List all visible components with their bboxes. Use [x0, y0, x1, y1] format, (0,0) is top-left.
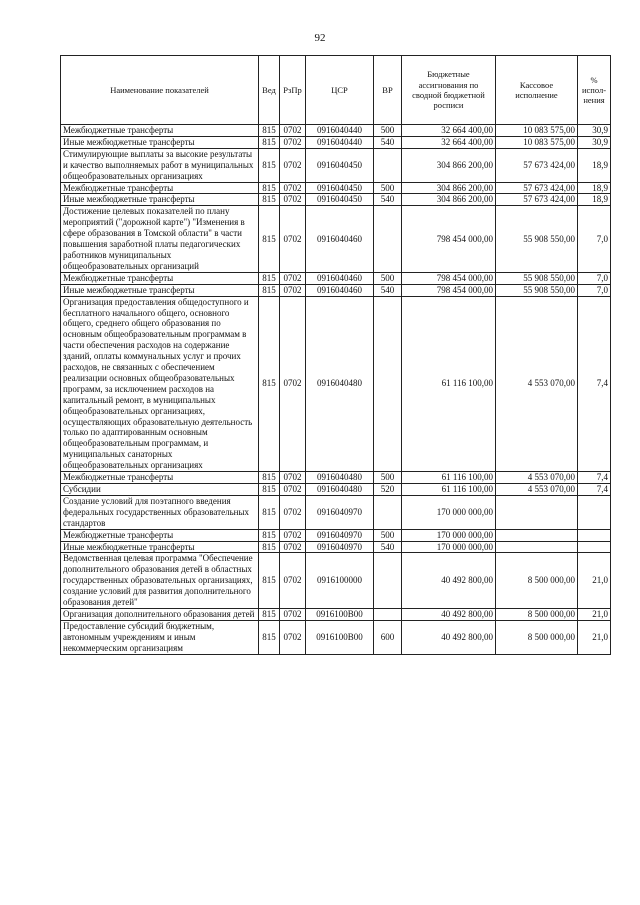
row-vr: 520: [374, 484, 402, 496]
row-cash: 8 500 000,00: [496, 620, 578, 654]
row-rzpr: 0702: [280, 495, 306, 529]
row-vr: 540: [374, 194, 402, 206]
table-row: [61, 206, 611, 272]
row-rzpr: 0702: [280, 553, 306, 609]
row-cash: 4 553 070,00: [496, 484, 578, 496]
row-ved: 815: [259, 194, 280, 206]
row-rzpr: 0702: [280, 125, 306, 137]
row-rzpr: 0702: [280, 541, 306, 553]
row-rzpr: 0702: [280, 608, 306, 620]
row-cash: [496, 529, 578, 541]
row-csr: 0916040460: [306, 206, 374, 272]
row-percent: 7,4: [578, 484, 611, 496]
row-ved: 815: [259, 484, 280, 496]
row-percent: 18,9: [578, 194, 611, 206]
row-vr: 540: [374, 541, 402, 553]
row-name: Межбюджетные трансферты: [61, 472, 259, 484]
row-csr: 0916040480: [306, 472, 374, 484]
row-ved: 815: [259, 296, 280, 472]
row-name: Межбюджетные трансферты: [61, 529, 259, 541]
table-row: [61, 284, 611, 296]
row-cash: 55 908 550,00: [496, 206, 578, 272]
row-ved: 815: [259, 495, 280, 529]
table-row: [61, 136, 611, 148]
header-percent: % испол-нения: [578, 56, 611, 125]
row-assignments: 32 664 400,00: [402, 136, 496, 148]
row-assignments: 61 116 100,00: [402, 484, 496, 496]
table-row: [61, 194, 611, 206]
header-assignments: Бюджетные ассигнования по сводной бюджетной росписи: [402, 56, 496, 125]
row-csr: 0916040450: [306, 194, 374, 206]
table-body: [61, 125, 611, 655]
row-vr: 500: [374, 272, 402, 284]
row-percent: 7,4: [578, 472, 611, 484]
row-cash: 10 083 575,00: [496, 136, 578, 148]
row-percent: 7,0: [578, 206, 611, 272]
row-rzpr: 0702: [280, 284, 306, 296]
row-assignments: 304 866 200,00: [402, 182, 496, 194]
table-row: [61, 620, 611, 654]
row-vr: [374, 148, 402, 182]
row-ved: 815: [259, 472, 280, 484]
row-rzpr: 0702: [280, 148, 306, 182]
row-percent: 21,0: [578, 553, 611, 609]
row-rzpr: 0702: [280, 136, 306, 148]
table-row: [61, 541, 611, 553]
row-name: Предоставление субсидий бюджетным, автономным учреждениям и иным некоммерческим организациям: [61, 620, 259, 654]
row-ved: 815: [259, 620, 280, 654]
row-cash: 4 553 070,00: [496, 296, 578, 472]
row-ved: 815: [259, 182, 280, 194]
row-vr: [374, 296, 402, 472]
row-percent: [578, 541, 611, 553]
row-vr: [374, 206, 402, 272]
row-csr: 0916040460: [306, 272, 374, 284]
row-assignments: 170 000 000,00: [402, 495, 496, 529]
row-percent: 18,9: [578, 148, 611, 182]
table-row: [61, 553, 611, 609]
table-row: [61, 608, 611, 620]
row-cash: 8 500 000,00: [496, 608, 578, 620]
row-percent: 30,9: [578, 125, 611, 137]
table-row: [61, 296, 611, 472]
row-percent: 7,0: [578, 284, 611, 296]
row-vr: 500: [374, 182, 402, 194]
row-name: Субсидии: [61, 484, 259, 496]
row-percent: [578, 529, 611, 541]
row-ved: 815: [259, 284, 280, 296]
table-header: [61, 56, 611, 125]
row-cash: 55 908 550,00: [496, 272, 578, 284]
row-rzpr: 0702: [280, 206, 306, 272]
row-csr: 0916100В00: [306, 608, 374, 620]
row-assignments: 40 492 800,00: [402, 553, 496, 609]
row-assignments: 798 454 000,00: [402, 272, 496, 284]
table-row: [61, 495, 611, 529]
row-vr: 540: [374, 136, 402, 148]
header-ved: Вед: [259, 56, 280, 125]
table-row: [61, 484, 611, 496]
row-vr: 500: [374, 529, 402, 541]
row-name: Создание условий для поэтапного введения федеральных государственных образовательных стандартов: [61, 495, 259, 529]
row-vr: 600: [374, 620, 402, 654]
row-name: Иные межбюджетные трансферты: [61, 541, 259, 553]
row-ved: 815: [259, 206, 280, 272]
row-rzpr: 0702: [280, 272, 306, 284]
row-name: Межбюджетные трансферты: [61, 125, 259, 137]
row-ved: 815: [259, 529, 280, 541]
row-cash: [496, 541, 578, 553]
row-csr: 0916040480: [306, 484, 374, 496]
table-row: [61, 182, 611, 194]
row-name: Иные межбюджетные трансферты: [61, 284, 259, 296]
row-csr: 0916040970: [306, 529, 374, 541]
row-csr: 0916040450: [306, 148, 374, 182]
row-assignments: 40 492 800,00: [402, 620, 496, 654]
row-rzpr: 0702: [280, 484, 306, 496]
row-percent: 7,0: [578, 272, 611, 284]
table-row: [61, 472, 611, 484]
row-vr: [374, 553, 402, 609]
row-vr: [374, 608, 402, 620]
header-cash: Кассовое исполнение: [496, 56, 578, 125]
row-percent: 21,0: [578, 620, 611, 654]
row-ved: 815: [259, 541, 280, 553]
row-csr: 0916040480: [306, 296, 374, 472]
row-percent: 21,0: [578, 608, 611, 620]
page-number: 92: [314, 32, 326, 44]
row-rzpr: 0702: [280, 620, 306, 654]
row-assignments: 61 116 100,00: [402, 472, 496, 484]
row-vr: [374, 495, 402, 529]
header-name: Наименование показателей: [61, 56, 259, 125]
row-name: Межбюджетные трансферты: [61, 182, 259, 194]
row-percent: 7,4: [578, 296, 611, 472]
row-rzpr: 0702: [280, 472, 306, 484]
row-cash: 57 673 424,00: [496, 148, 578, 182]
row-percent: [578, 495, 611, 529]
row-ved: 815: [259, 148, 280, 182]
row-assignments: 798 454 000,00: [402, 284, 496, 296]
row-rzpr: 0702: [280, 529, 306, 541]
header-rzpr: РзПр: [280, 56, 306, 125]
row-assignments: 61 116 100,00: [402, 296, 496, 472]
row-cash: 8 500 000,00: [496, 553, 578, 609]
row-csr: 0916040450: [306, 182, 374, 194]
row-name: Ведомственная целевая программа "Обеспечение дополнительного образования детей в областных государственных образовательных организациях, создание условий для развития дополнительного образования детей": [61, 553, 259, 609]
row-assignments: 304 866 200,00: [402, 194, 496, 206]
budget-table: [60, 55, 611, 655]
row-name: Стимулирующие выплаты за высокие результаты и качество выполняемых работ в муниципальных общеобразовательных организациях: [61, 148, 259, 182]
row-cash: [496, 495, 578, 529]
row-vr: 540: [374, 284, 402, 296]
row-ved: 815: [259, 553, 280, 609]
row-cash: 4 553 070,00: [496, 472, 578, 484]
row-name: Иные межбюджетные трансферты: [61, 194, 259, 206]
row-csr: 0916100000: [306, 553, 374, 609]
row-percent: 30,9: [578, 136, 611, 148]
table-row: [61, 272, 611, 284]
row-assignments: 170 000 000,00: [402, 529, 496, 541]
table-row: [61, 148, 611, 182]
table-row: [61, 529, 611, 541]
row-csr: 0916100В00: [306, 620, 374, 654]
row-cash: 57 673 424,00: [496, 182, 578, 194]
row-assignments: 40 492 800,00: [402, 608, 496, 620]
row-rzpr: 0702: [280, 296, 306, 472]
row-assignments: 304 866 200,00: [402, 148, 496, 182]
row-cash: 10 083 575,00: [496, 125, 578, 137]
row-vr: 500: [374, 472, 402, 484]
row-assignments: 798 454 000,00: [402, 206, 496, 272]
row-ved: 815: [259, 125, 280, 137]
row-rzpr: 0702: [280, 182, 306, 194]
row-name: Межбюджетные трансферты: [61, 272, 259, 284]
row-csr: 0916040440: [306, 136, 374, 148]
row-cash: 57 673 424,00: [496, 194, 578, 206]
row-vr: 500: [374, 125, 402, 137]
header-vr: ВР: [374, 56, 402, 125]
row-rzpr: 0702: [280, 194, 306, 206]
row-percent: 18,9: [578, 182, 611, 194]
row-assignments: 32 664 400,00: [402, 125, 496, 137]
row-assignments: 170 000 000,00: [402, 541, 496, 553]
table-row: [61, 125, 611, 137]
row-name: Достижение целевых показателей по плану мероприятий ("дорожной карте") "Изменения в сфере образования в Томской области" в части повышения заработной платы педагогических работников муниципальных общеобразовательных организаций: [61, 206, 259, 272]
row-ved: 815: [259, 272, 280, 284]
row-csr: 0916040970: [306, 495, 374, 529]
row-name: Организация дополнительного образования детей: [61, 608, 259, 620]
header-csr: ЦСР: [306, 56, 374, 125]
row-ved: 815: [259, 608, 280, 620]
row-name: Организация предоставления общедоступного и бесплатного начального общего, основного общего, среднего общего образования по основным общеобразовательным программам в части обеспечения расходов на содержание зданий, оплаты коммунальных услуг и прочих расходов, не связанных с обеспечением реализации основных общеобразовательных программ, за исключением расходов на капитальный ремонт, в муниципальных общеобразовательных организациях, осуществляющих образовательную деятельность только по адаптированным основным общеобразовательным программам, и муниципальных санаторных общеобразовательных организациях: [61, 296, 259, 472]
row-name: Иные межбюджетные трансферты: [61, 136, 259, 148]
row-ved: 815: [259, 136, 280, 148]
row-csr: 0916040970: [306, 541, 374, 553]
row-cash: 55 908 550,00: [496, 284, 578, 296]
row-csr: 0916040460: [306, 284, 374, 296]
row-csr: 0916040440: [306, 125, 374, 137]
